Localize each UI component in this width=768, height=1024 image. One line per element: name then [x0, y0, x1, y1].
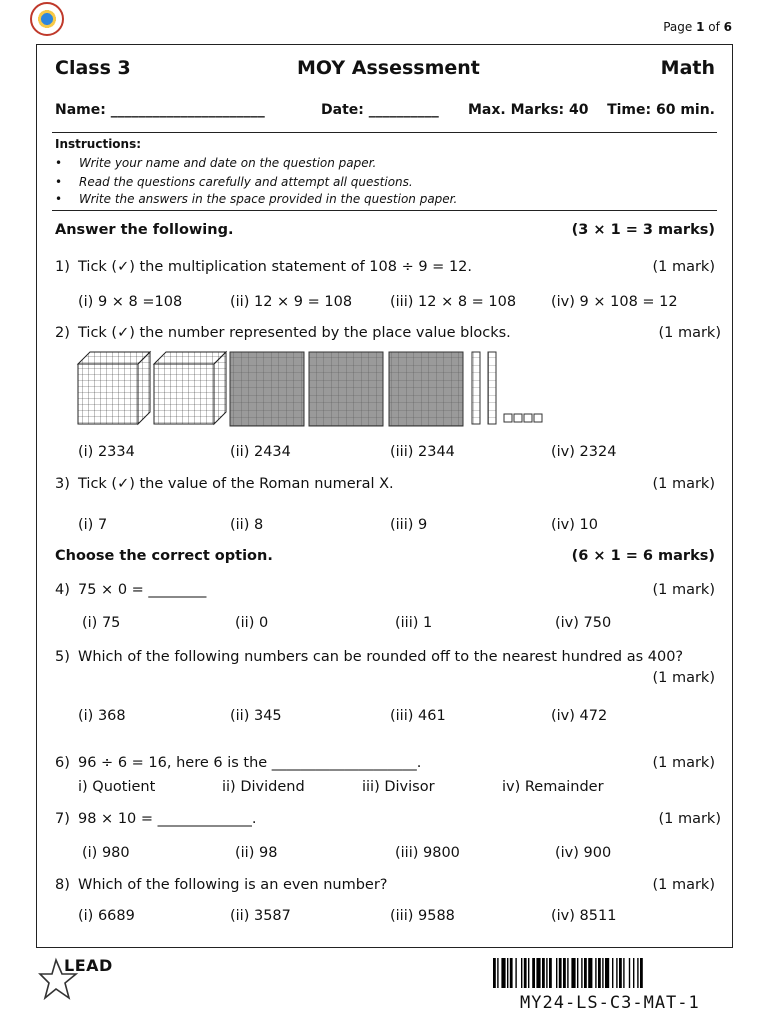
question-marks: (1 mark): [652, 582, 715, 598]
option-iii[interactable]: (iii) 461: [390, 708, 446, 724]
thousand-cube: [154, 352, 226, 424]
question-marks: (1 mark): [652, 476, 715, 492]
question-marks: (1 mark): [652, 670, 715, 686]
one-cube: [534, 414, 542, 422]
school-logo: [30, 2, 64, 36]
question-marks: (1 mark): [658, 325, 721, 341]
assessment-title: MOY Assessment: [297, 57, 480, 79]
option-i[interactable]: (i) 368: [78, 708, 126, 724]
option-i[interactable]: (i) 2334: [78, 444, 135, 460]
option-iii[interactable]: (iii) 1: [395, 615, 433, 631]
divider: [52, 210, 717, 211]
option-ii[interactable]: (ii) 12 × 9 = 108: [230, 294, 353, 310]
option-i[interactable]: (i) 980: [82, 845, 130, 861]
max-marks: Max. Marks: 40: [468, 102, 589, 118]
question-number: 7): [55, 811, 70, 827]
question-text: 75 × 0 = ________: [78, 582, 207, 598]
question-text: 96 ÷ 6 = 16, here 6 is the ____________________.: [78, 755, 422, 771]
divider: [52, 132, 717, 133]
option-ii[interactable]: (ii) 0: [235, 615, 269, 631]
ten-rod: [472, 352, 480, 424]
document-code: MY24-LS-C3-MAT-1: [520, 993, 700, 1013]
barcode: [493, 958, 729, 988]
class-label: Class 3: [55, 57, 131, 79]
option-iii[interactable]: iii) Divisor: [362, 779, 435, 795]
section-marks: (6 × 1 = 6 marks): [571, 548, 715, 564]
question-marks: (1 mark): [652, 755, 715, 771]
option-iv[interactable]: (iv) 2324: [551, 444, 617, 460]
question-text: Tick (✓) the value of the Roman numeral X.: [78, 476, 394, 492]
option-iv[interactable]: (iv) 10: [551, 517, 598, 533]
question-text: Tick (✓) the number represented by the place value blocks.: [78, 325, 511, 341]
section-marks: (3 × 1 = 3 marks): [571, 222, 715, 238]
thousand-cube: [78, 352, 150, 424]
brand-name: LEAD: [64, 956, 113, 975]
option-iv[interactable]: (iv) 9 × 108 = 12: [551, 294, 678, 310]
instructions-title: Instructions:: [55, 137, 142, 151]
option-iii[interactable]: (iii) 9: [390, 517, 428, 533]
lead-logo: [38, 954, 128, 1000]
section-title: Choose the correct option.: [55, 548, 273, 564]
question-number: 3): [55, 476, 70, 492]
name-field[interactable]: Name: ______________________: [55, 102, 265, 118]
one-cube: [524, 414, 532, 422]
question-number: 1): [55, 259, 70, 275]
option-ii[interactable]: (ii) 8: [230, 517, 264, 533]
option-iii[interactable]: (iii) 9588: [390, 908, 455, 924]
section-title: Answer the following.: [55, 222, 234, 238]
hundred-flat: [389, 352, 463, 426]
hundred-flat: [230, 352, 304, 426]
option-i[interactable]: (i) 6689: [78, 908, 135, 924]
option-iv[interactable]: (iv) 472: [551, 708, 608, 724]
question-number: 4): [55, 582, 70, 598]
question-number: 2): [55, 325, 70, 341]
option-ii[interactable]: (ii) 2434: [230, 444, 291, 460]
option-iv[interactable]: (iv) 750: [555, 615, 612, 631]
question-text: 98 × 10 = _____________.: [78, 811, 257, 827]
question-number: 5): [55, 649, 70, 665]
option-iv[interactable]: iv) Remainder: [502, 779, 604, 795]
question-text: Tick (✓) the multiplication statement of 108 ÷ 9 = 12.: [78, 259, 472, 275]
option-iii[interactable]: (iii) 12 × 8 = 108: [390, 294, 517, 310]
question-marks: (1 mark): [652, 877, 715, 893]
option-ii[interactable]: ii) Dividend: [222, 779, 305, 795]
option-ii[interactable]: (ii) 3587: [230, 908, 291, 924]
question-number: 6): [55, 755, 70, 771]
option-iv[interactable]: (iv) 900: [555, 845, 612, 861]
question-text: Which of the following is an even number?: [78, 877, 388, 893]
option-i[interactable]: (i) 9 × 8 =108: [78, 294, 183, 310]
option-iv[interactable]: (iv) 8511: [551, 908, 617, 924]
question-text: Which of the following numbers can be rounded off to the nearest hundred as 400?: [78, 649, 684, 665]
question-marks: (1 mark): [652, 259, 715, 275]
option-ii[interactable]: (ii) 98: [235, 845, 278, 861]
question-number: 8): [55, 877, 70, 893]
ten-rod: [488, 352, 496, 424]
option-i[interactable]: (i) 75: [82, 615, 121, 631]
hundred-flat: [309, 352, 383, 426]
place-value-blocks-image: [76, 350, 556, 428]
option-iii[interactable]: (iii) 2344: [390, 444, 455, 460]
subject-label: Math: [660, 57, 715, 79]
option-ii[interactable]: (ii) 345: [230, 708, 282, 724]
time-limit: Time: 60 min.: [607, 102, 715, 118]
page-number: Page 1 of 6: [663, 20, 732, 34]
option-iii[interactable]: (iii) 9800: [395, 845, 460, 861]
question-marks: (1 mark): [658, 811, 721, 827]
one-cube: [514, 414, 522, 422]
option-i[interactable]: (i) 7: [78, 517, 108, 533]
date-field[interactable]: Date: __________: [321, 102, 439, 118]
one-cube: [504, 414, 512, 422]
option-i[interactable]: i) Quotient: [78, 779, 156, 795]
